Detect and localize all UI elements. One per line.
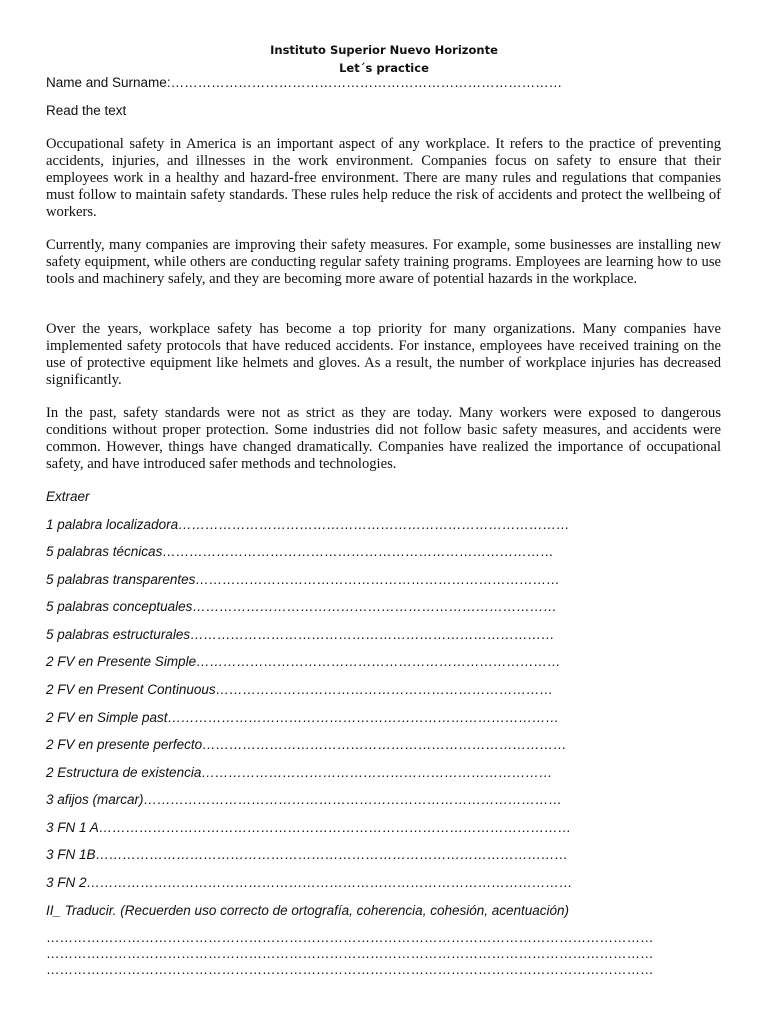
exercise-line: 2 Estructura de existencia…………………………………………………………………… bbox=[46, 765, 553, 780]
paragraph-3: Over the years, workplace safety has become a top priority for many organizations. Many companies have implemented safety protocols that have reduced accidents. For instance, employees have received training on the use of protective equipment like helmets and gloves. As a result, the number of workplace injuries has decreased significantly. bbox=[46, 321, 721, 388]
answer-line: ……………………………………………………………………………………………………………………… bbox=[46, 946, 654, 961]
exercise-line: 5 palabras transparentes……………………………………………………………………… bbox=[46, 572, 560, 587]
exercise-line: 3 FN 1B…………………………………………………………………………………………… bbox=[46, 847, 569, 862]
exercise-line: 2 FV en Simple past…………………………………………………………………………… bbox=[46, 710, 560, 725]
paragraph-4: In the past, safety standards were not as strict as they are today. Many workers were exposed to dangerous conditions without proper protection. Some industries did not follow basic safety measures, and accidents were common. However, things have changed dramatically. Companies have realized the importance of occupational safety, and have introduced safer methods and technologies. bbox=[46, 405, 721, 472]
extract-title: Extraer bbox=[46, 489, 90, 504]
name-surname-line: Name and Surname:…………………………………………………………………………… bbox=[46, 75, 563, 90]
paragraph-1: Occupational safety in America is an important aspect of any workplace. It refers to the practice of preventing accidents, injuries, and illnesses in the work environment. Companies focus on safety to ensure that their employees work in a healthy and hazard-free environment. There are many rules and regulations that companies must follow to maintain safety standards. These rules help reduce the risk of accidents and protect the wellbeing of workers. bbox=[46, 136, 721, 220]
exercise-line: 5 palabras estructurales……………………………………………………………………… bbox=[46, 627, 555, 642]
translate-title: II_ Traducir. (Recuerden uso correcto de ortografía, coherencia, cohesión, acentuación) bbox=[46, 903, 570, 918]
exercise-line: 3 afijos (marcar)………………………………………………………………………………… bbox=[46, 792, 563, 807]
institution-title: Instituto Superior Nuevo Horizonte bbox=[270, 43, 498, 57]
answer-line: ……………………………………………………………………………………………………………………… bbox=[46, 930, 654, 945]
answer-line: ……………………………………………………………………………………………………………………… bbox=[46, 962, 654, 977]
exercise-line: 3 FN 1 A…………………………………………………………………………………………… bbox=[46, 820, 572, 835]
paragraph-2: Currently, many companies are improving their safety measures. For example, some businesses are installing new safety equipment, while others are conducting regular safety training programs. Employees are learning how to use tools and machinery safely, and they are becoming more aware of potential hazards in the workplace. bbox=[46, 237, 721, 287]
read-instruction: Read the text bbox=[46, 103, 127, 118]
exercise-line: 5 palabras conceptuales……………………………………………………………………… bbox=[46, 599, 557, 614]
exercise-line: 2 FV en presente perfecto……………………………………………………………………… bbox=[46, 737, 567, 752]
exercise-line: 2 FV en Present Continuous………………………………………………………………… bbox=[46, 682, 554, 697]
worksheet-subtitle: Let´s practice bbox=[339, 61, 429, 75]
exercise-line: 1 palabra localizadora…………………………………………………………………………… bbox=[46, 517, 570, 532]
exercise-line: 3 FN 2……………………………………………………………………………………………… bbox=[46, 875, 573, 890]
exercise-line: 2 FV en Presente Simple……………………………………………………………………… bbox=[46, 654, 561, 669]
exercise-line: 5 palabras técnicas…………………………………………………………………………… bbox=[46, 544, 554, 559]
